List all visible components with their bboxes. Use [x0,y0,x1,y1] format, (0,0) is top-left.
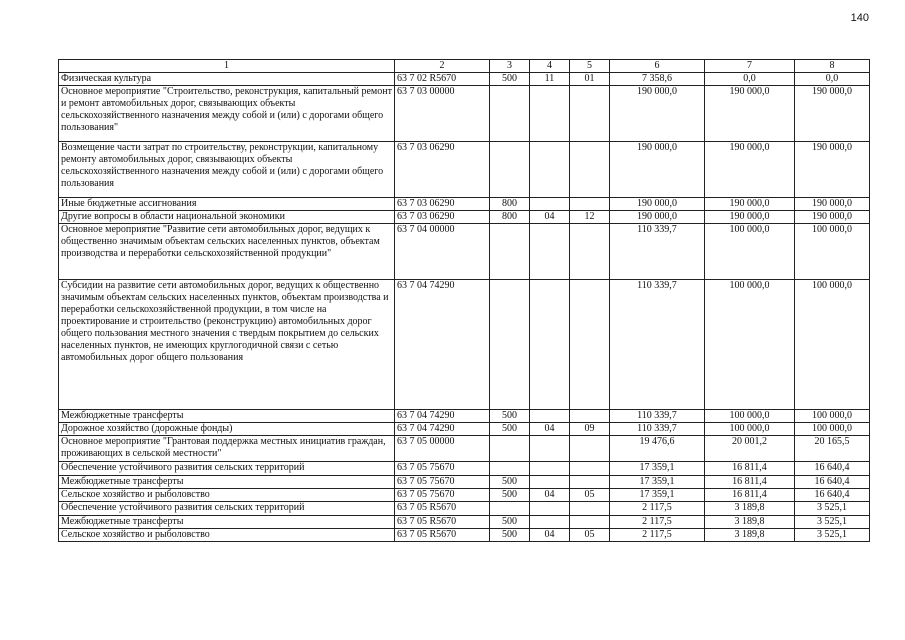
amount-col6-cell: 2 117,5 [610,502,705,516]
row-name-cell: Дорожное хозяйство (дорожные фонды) [59,423,395,436]
section-cell [530,502,570,516]
subsection-cell [570,516,610,529]
column-header: 6 [610,60,705,73]
table-header-row [59,60,870,73]
section-cell [530,224,570,280]
row-name-cell: Межбюджетные трансферты [59,410,395,423]
section-cell: 04 [530,529,570,542]
expense-type-cell: 500 [490,529,530,542]
expense-type-cell: 500 [490,516,530,529]
amount-col6-cell: 110 339,7 [610,423,705,436]
amount-col7-cell: 0,0 [705,73,795,86]
row-name-cell: Обеспечение устойчивого развития сельских территорий [59,462,395,476]
budget-code-cell: 63 7 04 00000 [395,224,490,280]
section-cell [530,280,570,410]
expense-type-cell [490,462,530,476]
table-row [59,280,870,410]
budget-code-cell: 63 7 02 R5670 [395,73,490,86]
budget-code-cell: 63 7 04 74290 [395,410,490,423]
amount-col8-cell: 100 000,0 [795,224,870,280]
subsection-cell [570,462,610,476]
section-cell: 04 [530,423,570,436]
table-row [59,436,870,462]
table-row [59,142,870,198]
section-cell [530,462,570,476]
expense-type-cell: 800 [490,211,530,224]
budget-code-cell: 63 7 03 00000 [395,86,490,142]
amount-col8-cell: 190 000,0 [795,142,870,198]
subsection-cell [570,410,610,423]
row-name-cell: Основное мероприятие "Грантовая поддержка местных инициатив граждан, проживающих в сельской местности" [59,436,395,462]
table-row [59,198,870,211]
subsection-cell [570,224,610,280]
budget-code-cell: 63 7 04 74290 [395,280,490,410]
subsection-cell: 01 [570,73,610,86]
section-cell [530,436,570,462]
subsection-cell [570,436,610,462]
amount-col6-cell: 190 000,0 [610,211,705,224]
amount-col6-cell: 190 000,0 [610,86,705,142]
expense-type-cell: 500 [490,489,530,502]
amount-col8-cell: 16 640,4 [795,462,870,476]
amount-col6-cell: 110 339,7 [610,224,705,280]
amount-col7-cell: 3 189,8 [705,516,795,529]
subsection-cell: 05 [570,529,610,542]
column-header: 5 [570,60,610,73]
amount-col6-cell: 7 358,6 [610,73,705,86]
amount-col8-cell: 3 525,1 [795,516,870,529]
table-row [59,462,870,476]
amount-col6-cell: 17 359,1 [610,462,705,476]
section-cell: 04 [530,211,570,224]
row-name-cell: Основное мероприятие "Строительство, реконструкция, капитальный ремонт и ремонт автомобильных дорог, связывающих объекты сельскохозяйственного назначения между собой и (или) с дорогами общего пользования" [59,86,395,142]
table-row [59,502,870,516]
row-name-cell: Сельское хозяйство и рыболовство [59,529,395,542]
page-number: 140 [850,12,869,24]
amount-col6-cell: 2 117,5 [610,516,705,529]
amount-col8-cell: 100 000,0 [795,423,870,436]
amount-col7-cell: 100 000,0 [705,410,795,423]
section-cell: 04 [530,489,570,502]
row-name-cell: Физическая культура [59,73,395,86]
expense-type-cell: 500 [490,423,530,436]
amount-col7-cell: 190 000,0 [705,142,795,198]
expense-type-cell: 500 [490,476,530,489]
amount-col7-cell: 16 811,4 [705,489,795,502]
amount-col7-cell: 20 001,2 [705,436,795,462]
budget-code-cell: 63 7 04 74290 [395,423,490,436]
subsection-cell [570,142,610,198]
amount-col7-cell: 100 000,0 [705,224,795,280]
amount-col7-cell: 190 000,0 [705,86,795,142]
budget-code-cell: 63 7 05 R5670 [395,516,490,529]
table-row [59,224,870,280]
section-cell [530,516,570,529]
amount-col7-cell: 100 000,0 [705,280,795,410]
table-row [59,489,870,502]
budget-code-cell: 63 7 05 75670 [395,489,490,502]
budget-code-cell: 63 7 05 R5670 [395,502,490,516]
row-name-cell: Обеспечение устойчивого развития сельских территорий [59,502,395,516]
subsection-cell: 12 [570,211,610,224]
table-row [59,423,870,436]
table-row [59,86,870,142]
section-cell [530,198,570,211]
amount-col8-cell: 190 000,0 [795,86,870,142]
amount-col8-cell: 100 000,0 [795,280,870,410]
amount-col7-cell: 3 189,8 [705,502,795,516]
expense-type-cell [490,224,530,280]
table-row [59,211,870,224]
amount-col8-cell: 100 000,0 [795,410,870,423]
row-name-cell: Возмещение части затрат по строительству, реконструкции, капитальному ремонту автомобильных дорог, связывающих объекты сельскохозяйственного назначения между собой и (или) с дорогами общего пользования [59,142,395,198]
budget-code-cell: 63 7 05 75670 [395,476,490,489]
amount-col8-cell: 3 525,1 [795,529,870,542]
expense-type-cell [490,502,530,516]
row-name-cell: Основное мероприятие "Развитие сети автомобильных дорог, ведущих к общественно значимым объектам сельских населенных пунктов, объектам производства и переработки сельскохозяйственной продукции" [59,224,395,280]
column-header: 8 [795,60,870,73]
table-row [59,476,870,489]
column-header: 3 [490,60,530,73]
subsection-cell [570,280,610,410]
amount-col6-cell: 19 476,6 [610,436,705,462]
expense-type-cell [490,142,530,198]
amount-col8-cell: 0,0 [795,73,870,86]
table-row [59,410,870,423]
budget-code-cell: 63 7 03 06290 [395,198,490,211]
amount-col7-cell: 190 000,0 [705,198,795,211]
row-name-cell: Межбюджетные трансферты [59,476,395,489]
amount-col6-cell: 2 117,5 [610,529,705,542]
row-name-cell: Иные бюджетные ассигнования [59,198,395,211]
amount-col8-cell: 16 640,4 [795,489,870,502]
row-name-cell: Сельское хозяйство и рыболовство [59,489,395,502]
amount-col6-cell: 190 000,0 [610,142,705,198]
budget-code-cell: 63 7 03 06290 [395,211,490,224]
column-header: 1 [59,60,395,73]
subsection-cell: 05 [570,489,610,502]
amount-col6-cell: 17 359,1 [610,489,705,502]
expense-type-cell [490,436,530,462]
amount-col6-cell: 110 339,7 [610,410,705,423]
subsection-cell [570,502,610,516]
amount-col8-cell: 3 525,1 [795,502,870,516]
expense-type-cell [490,280,530,410]
budget-code-cell: 63 7 05 75670 [395,462,490,476]
budget-code-cell: 63 7 05 R5670 [395,529,490,542]
amount-col7-cell: 16 811,4 [705,462,795,476]
amount-col8-cell: 16 640,4 [795,476,870,489]
column-header: 7 [705,60,795,73]
expense-type-cell [490,86,530,142]
amount-col8-cell: 190 000,0 [795,198,870,211]
subsection-cell [570,476,610,489]
section-cell [530,86,570,142]
row-name-cell: Межбюджетные трансферты [59,516,395,529]
subsection-cell [570,198,610,211]
amount-col6-cell: 190 000,0 [610,198,705,211]
table-body [59,73,870,542]
amount-col8-cell: 20 165,5 [795,436,870,462]
amount-col6-cell: 17 359,1 [610,476,705,489]
row-name-cell: Другие вопросы в области национальной экономики [59,211,395,224]
amount-col8-cell: 190 000,0 [795,211,870,224]
section-cell [530,410,570,423]
column-header: 2 [395,60,490,73]
subsection-cell [570,86,610,142]
section-cell: 11 [530,73,570,86]
expense-type-cell: 500 [490,73,530,86]
subsection-cell: 09 [570,423,610,436]
section-cell [530,476,570,489]
amount-col7-cell: 190 000,0 [705,211,795,224]
row-name-cell: Субсидии на развитие сети автомобильных дорог, ведущих к общественно значимым объектам сельских населенных пунктов, объектам производства и переработки сельскохозяйственной продукции, в том числе на проектирование и строительство (реконструкцию) автомобильных дорог общего пользования местного значения с твердым покрытием до сельских населенных пунктов, не имеющих круглогодичной связи с сетью автомобильных дорог общего пользования [59,280,395,410]
amount-col7-cell: 100 000,0 [705,423,795,436]
table-row [59,529,870,542]
budget-code-cell: 63 7 03 06290 [395,142,490,198]
column-header: 4 [530,60,570,73]
expense-type-cell: 500 [490,410,530,423]
amount-col7-cell: 16 811,4 [705,476,795,489]
amount-col6-cell: 110 339,7 [610,280,705,410]
table-row [59,516,870,529]
expense-type-cell: 800 [490,198,530,211]
budget-table [58,59,870,542]
table-row [59,73,870,86]
budget-code-cell: 63 7 05 00000 [395,436,490,462]
amount-col7-cell: 3 189,8 [705,529,795,542]
section-cell [530,142,570,198]
